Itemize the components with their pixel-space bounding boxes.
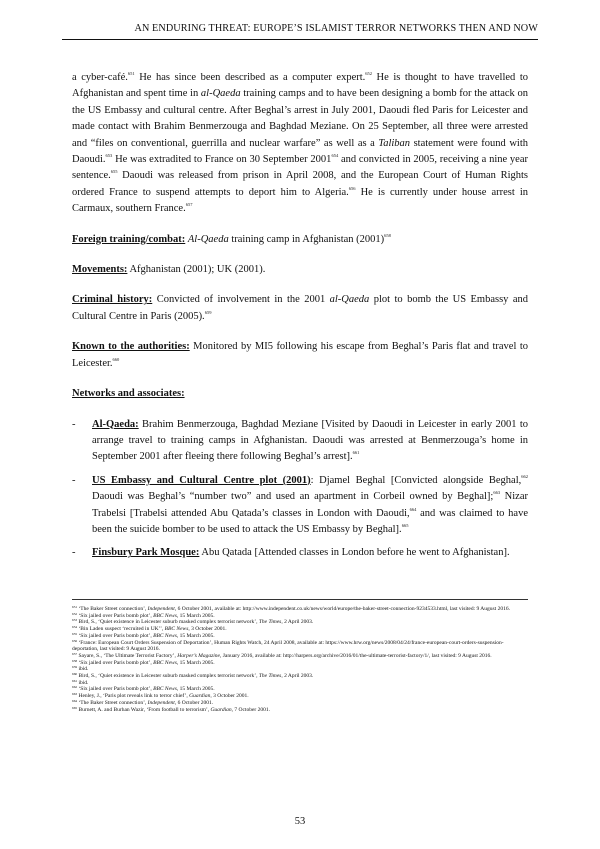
footnote-text: ibid. bbox=[78, 679, 89, 686]
list-item bbox=[72, 473, 528, 539]
footnote-ref[interactable]: 652 bbox=[365, 71, 373, 76]
footnote-number: 652 bbox=[72, 611, 78, 616]
footnote-text: , 3 October 2001. bbox=[188, 626, 227, 633]
footnote-ref[interactable]: 664 bbox=[409, 506, 417, 512]
footnote-text: ‘The Baker Street connection’, bbox=[78, 606, 148, 612]
italic-term: Taliban bbox=[378, 137, 411, 149]
footnote-ref[interactable]: 658 bbox=[384, 232, 391, 238]
footnote-text: , 7 October 2001. bbox=[231, 706, 270, 713]
footnote-text: ‘Six jailed over Paris bomb plot’, bbox=[78, 612, 154, 619]
field-label: Movements: bbox=[72, 264, 128, 276]
footnote-ref[interactable]: 665 bbox=[401, 522, 409, 528]
text-run: Afghanistan (2001); UK (2001). bbox=[127, 264, 266, 276]
footnote-ref[interactable]: 651 bbox=[127, 71, 135, 76]
footnote-text: ‘Bin Laden suspect ‘recruited in UK’’, bbox=[78, 626, 165, 633]
footnote-source: Harper’s Magazine bbox=[177, 652, 220, 659]
footnote bbox=[72, 693, 528, 700]
footnote-number: 660 bbox=[72, 672, 78, 677]
footnote-text: ‘Six jailed over Paris bomb plot’, bbox=[78, 686, 154, 693]
text-run: He is thought to have travelled to Afghanistan and spent time in bbox=[72, 72, 528, 100]
text-run: Brahim Benmerzouga, Baghdad Meziane [Visited by Daoudi in Leicester in early 2001 to arrange travel to training camps in Afghanistan. Daoudi was arrested at Benmerzouga’s home in September 2001 after fleeing there following Beghal’s arrest]. bbox=[92, 418, 528, 463]
text-run: plot to bomb the US Embassy and Cultural Centre in Paris (2005). bbox=[72, 294, 529, 322]
footnote-text: , 6 October 2001. bbox=[174, 699, 214, 706]
footnotes bbox=[72, 606, 528, 713]
text-run: Abu Qatada [Attended classes in London before he went to Afghanistan]. bbox=[199, 547, 510, 559]
footnote-text: , 6 October 2001, available at: http://www.independent.co.uk/news/world/europe/the-baker-street-connection-9234533.html, last visited: 9 August 2016. bbox=[174, 606, 510, 612]
field-label: Criminal history: bbox=[72, 294, 153, 306]
footnote-separator bbox=[72, 599, 528, 600]
footnote-ref[interactable]: 659 bbox=[204, 309, 212, 315]
footnote-text: Henley, J., ‘Paris plot reveals link to terror chief’, bbox=[78, 693, 190, 700]
footnote-source: Guardian bbox=[189, 693, 211, 700]
footnote-ref[interactable]: 657 bbox=[185, 202, 193, 208]
text-run: He has since been described as a computer expert. bbox=[134, 72, 366, 83]
paragraph-foreign-training bbox=[72, 232, 528, 248]
footnote-number: 651 bbox=[72, 605, 78, 609]
page-number: 53 bbox=[294, 816, 306, 827]
footnote-source: Independent bbox=[147, 699, 175, 706]
footnote-number: 654 bbox=[72, 625, 78, 630]
footnote-source: BBC News bbox=[153, 686, 177, 693]
footnote-number: 664 bbox=[72, 698, 78, 703]
footnote-source: BBC News bbox=[164, 626, 189, 633]
text-run: Nizar Trabelsi [Trabelsi attended Abu Qatada’s classes in London with Daoudi, bbox=[92, 491, 528, 519]
footnote-text: , 15 March 2005. bbox=[176, 659, 215, 666]
footnote-text: ‘Six jailed over Paris bomb plot’, bbox=[78, 632, 154, 639]
footnote bbox=[72, 626, 528, 633]
footnote-source: BBC News bbox=[153, 659, 177, 666]
footnote bbox=[72, 640, 528, 653]
running-header: AN ENDURING THREAT: EUROPE’S ISLAMIST TERROR NETWORKS THEN AND NOW bbox=[62, 23, 538, 40]
italic-term: al-Qaeda bbox=[200, 88, 241, 100]
footnote-text: , 15 March 2005. bbox=[176, 686, 215, 693]
text-run: He is currently under house arrest in Carmaux, southern France. bbox=[72, 186, 528, 215]
text-run: Daoudi was Beghal’s “number two” and used an apartment in Corbeil owned by Beghal]; bbox=[92, 491, 494, 503]
footnote-source: Guardian bbox=[210, 706, 232, 713]
associates-list bbox=[72, 417, 528, 562]
footnote-number: 662 bbox=[72, 685, 78, 690]
footnote-ref[interactable]: 661 bbox=[352, 450, 360, 456]
footnote-text: , January 2016, available at: http://harpers.org/archive/2016/01/the-ultimate-terrorist-factory/1/, last visited: 9 August 2016. bbox=[220, 652, 492, 659]
paragraph-movements bbox=[72, 262, 528, 278]
text-run: a cyber-café. bbox=[72, 72, 128, 83]
footnote bbox=[72, 606, 528, 613]
footnote bbox=[72, 707, 528, 714]
footnote-text: , 15 March 2005. bbox=[176, 612, 215, 619]
paragraph-known-to-authorities bbox=[72, 339, 528, 372]
footnote-ref[interactable]: 662 bbox=[521, 473, 529, 479]
footnote-number: 658 bbox=[72, 658, 78, 663]
footnote-source: BBC News bbox=[153, 612, 177, 619]
footnote-number: 661 bbox=[72, 678, 78, 683]
footnote-source: Independent bbox=[147, 606, 175, 612]
field-label: Foreign training/combat: bbox=[72, 233, 186, 245]
paragraph-daoudi-bio bbox=[72, 70, 528, 218]
text-run: He was extradited to France on 30 September 2001 bbox=[112, 154, 332, 166]
footnote-number: 655 bbox=[72, 631, 78, 636]
footnote-number: 659 bbox=[72, 665, 78, 670]
footnote-ref[interactable]: 656 bbox=[348, 185, 356, 191]
footnote bbox=[72, 633, 528, 640]
footnote-number: 656 bbox=[72, 638, 78, 643]
footnote-ref[interactable]: 663 bbox=[493, 490, 501, 496]
bullet-dash: - bbox=[72, 418, 76, 430]
footnote-number: 663 bbox=[72, 692, 78, 697]
footnote-text: Burnett, A. and Burhan Wazir, ‘From football to terrorism’, bbox=[78, 706, 211, 713]
footnote-text: Bird, S., ‘Quiet existence in Leicester suburb masked complex terrorist network’, bbox=[78, 673, 259, 680]
bullet-dash: - bbox=[72, 474, 76, 486]
text-run: and was claimed to have been the suicide bomber to be used to attack the US Embassy by Beghal]. bbox=[92, 507, 528, 535]
footnote-ref[interactable]: 653 bbox=[105, 153, 113, 159]
text-run: Monitored by MI5 following his escape from Beghal’s Paris flat and travel to Leicester. bbox=[72, 341, 528, 369]
main-content bbox=[72, 70, 528, 562]
footnote bbox=[72, 673, 528, 680]
footnote-text: Bird, S., ‘Quiet existence in Leicester suburb masked complex terrorist network’, bbox=[78, 619, 259, 626]
footnote-number: 653 bbox=[72, 618, 78, 623]
footnote-source: The Times bbox=[258, 619, 282, 626]
footnote-text: Sayare, S., ‘The Ultimate Terrorist Factory’, bbox=[78, 652, 178, 659]
footnote bbox=[72, 700, 528, 707]
footnote-text: , 2 April 2003. bbox=[281, 619, 314, 626]
footnote-text: ‘The Baker Street connection’, bbox=[78, 699, 148, 706]
footnote bbox=[72, 653, 528, 660]
footnote-text: , 2 April 2003. bbox=[281, 673, 314, 680]
field-label: Known to the authorities: bbox=[72, 341, 190, 353]
text-run: training camp in Afghanistan (2001) bbox=[228, 233, 385, 245]
footnote-number: 657 bbox=[72, 651, 78, 656]
text-run: and convicted in 2005, receiving a nine year sentence. bbox=[72, 154, 528, 182]
footnote-text: ibid. bbox=[78, 666, 89, 673]
footnote-text: , 15 March 2005. bbox=[176, 632, 215, 639]
section-heading: Networks and associates: bbox=[72, 388, 185, 400]
text-run: training camps and to have been designing a bomb for the attack on the US Embassy and cultural centre. After Beghal’s arrest in July 2001, Daoudi fled Paris for Leicester and made contact with Brahim Benmerzouga and Baghdad Meziane. On 25 September, all three were arrested and “files on conventional, guerrilla and nuclear warfare” as well as a bbox=[72, 88, 528, 149]
bullet-dash: - bbox=[72, 547, 76, 559]
list-item bbox=[72, 545, 528, 561]
text-run: Daoudi was released from prison in April 2008, and the European Court of Human Rights ordered France to suspend attempts to deport him to Algeria. bbox=[72, 170, 528, 198]
italic-term: Al-Qaeda bbox=[187, 233, 229, 245]
footnote-number: 665 bbox=[72, 705, 78, 710]
text-run: statement were found with Daoudi. bbox=[72, 137, 528, 166]
footnote-ref[interactable]: 655 bbox=[110, 169, 118, 175]
footnote-ref[interactable]: 654 bbox=[331, 153, 339, 159]
italic-term: al-Qaeda bbox=[329, 294, 370, 306]
text-run: : Djamel Beghal [Convicted alongside Beghal, bbox=[310, 474, 522, 486]
footnote-text: ‘Six jailed over Paris bomb plot’, bbox=[78, 659, 154, 666]
list-item bbox=[72, 417, 528, 466]
footnote-ref[interactable]: 660 bbox=[112, 356, 120, 362]
list-item-label: Al-Qaeda: bbox=[92, 418, 139, 430]
footnote-source: BBC News bbox=[153, 632, 177, 639]
text-run: Convicted of involvement in the 2001 bbox=[152, 294, 330, 306]
footnote-source: The Times bbox=[258, 673, 282, 680]
paragraph-criminal-history bbox=[72, 292, 528, 325]
list-item-label: US Embassy and Cultural Centre plot (2001) bbox=[92, 474, 311, 486]
paragraph-networks-heading bbox=[72, 386, 528, 402]
footnote-text: ‘France: European Court Orders Suspension of Deportation’, Human Rights Watch, 24 April 2008, available at: https://www.hrw.org/news/2008/04/24/france-european-court-orders-suspension-deportation, last visited: 9 August 2016. bbox=[72, 639, 504, 653]
footnote-text: , 3 October 2001. bbox=[210, 693, 249, 700]
list-item-label: Finsbury Park Mosque: bbox=[92, 547, 200, 559]
